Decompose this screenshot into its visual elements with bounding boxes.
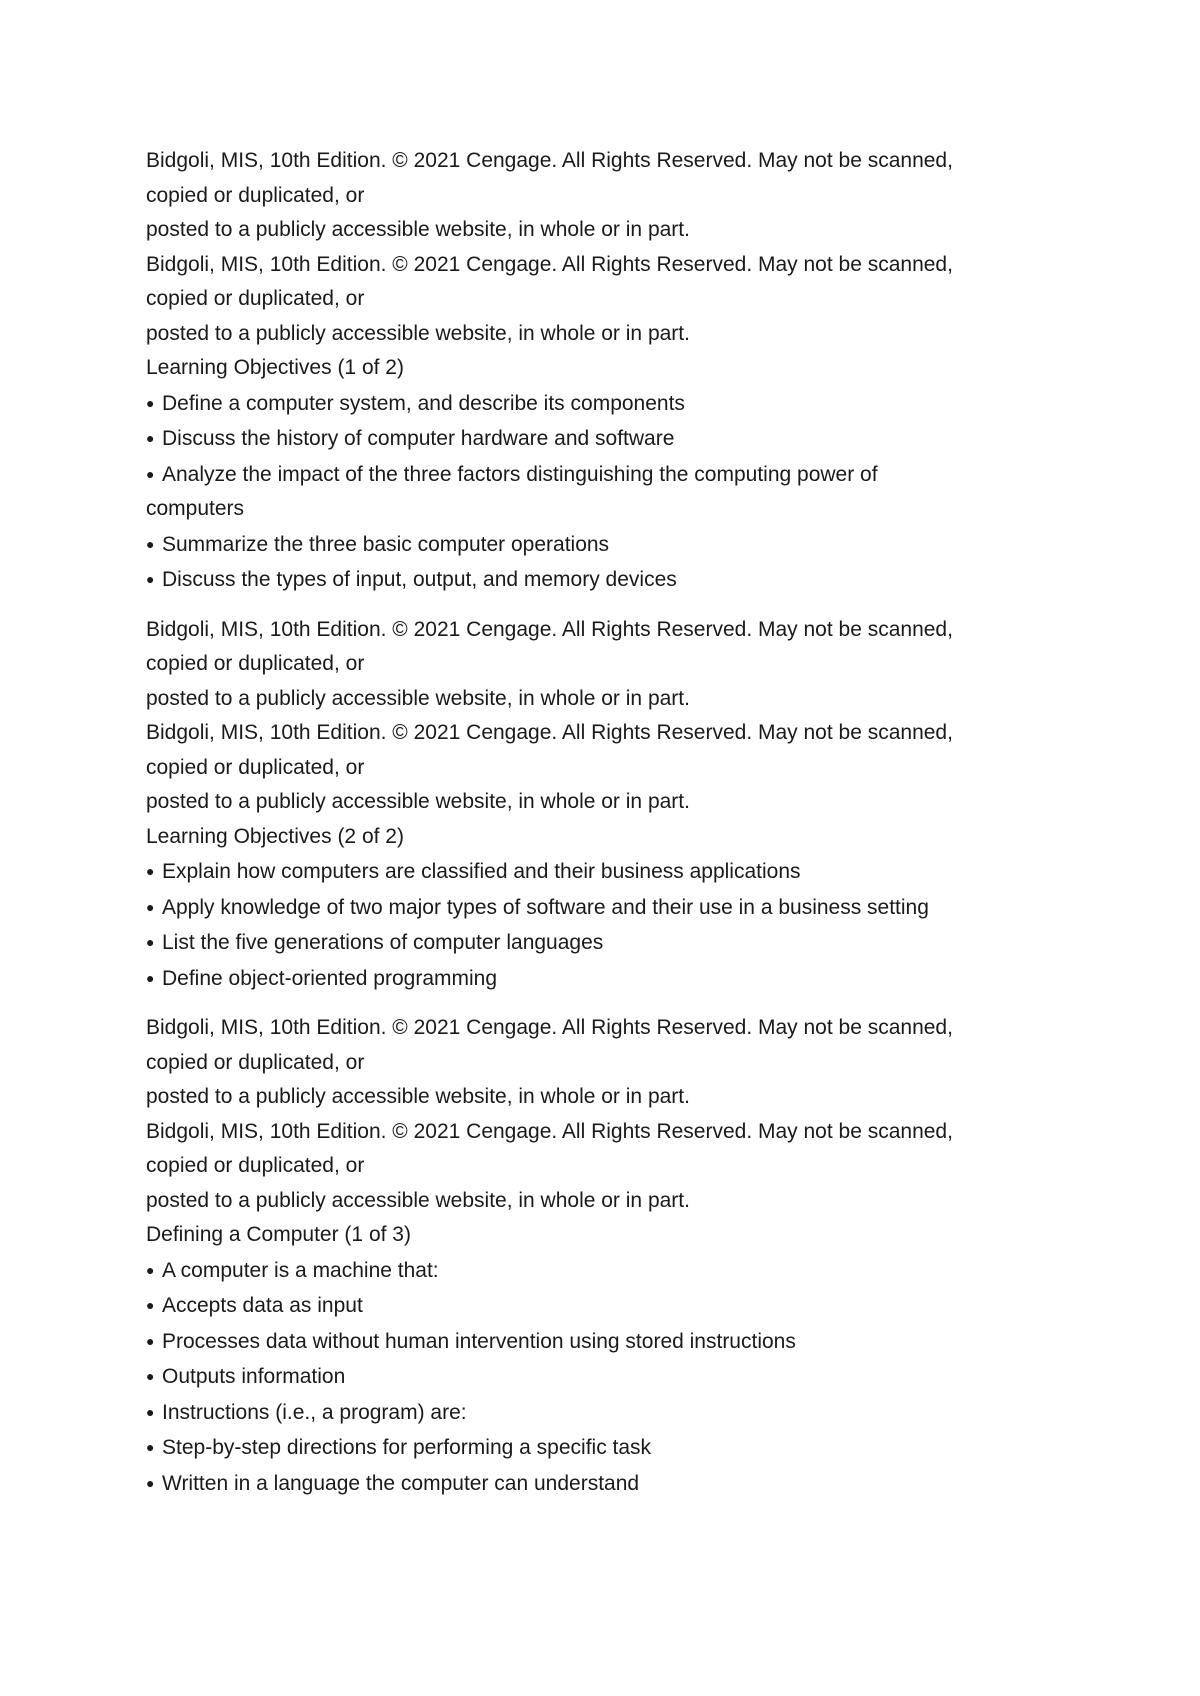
bullet-item: ● Discuss the history of computer hardware and software [146,421,1066,457]
bullet-item: ● Discuss the types of input, output, and memory devices [146,562,1066,598]
copyright-notice-line: Bidgoli, MIS, 10th Edition. © 2021 Cengage. All Rights Reserved. May not be scanned, [146,1119,953,1143]
section-defining-a-computer [146,1011,1066,1501]
copyright-notice-line: Bidgoli, MIS, 10th Edition. © 2021 Cengage. All Rights Reserved. May not be scanned, [146,1016,953,1039]
bullet-icon: ● [146,1261,155,1278]
section-learning-objectives-2 [146,613,1066,997]
bullet-icon: ● [146,1474,155,1491]
bullet-icon: ● [146,863,155,879]
bullet-icon: ● [146,394,155,411]
copyright-notice-line: copied or duplicated, or [146,183,365,207]
copyright-notice-line: Bidgoli, MIS, 10th Edition. © 2021 Cengage. All Rights Reserved. May not be scanned, [146,149,953,172]
bullet-icon: ● [146,898,155,915]
bullet-item: ● Written in a language the computer can understand [146,1466,1066,1502]
bullet-icon: ● [146,1368,155,1384]
copyright-notice-line: posted to a publicly accessible website, in whole or in part. [146,790,690,813]
bullet-item: ● Define a computer system, and describe its components [146,386,1066,422]
copyright-notice-line: Bidgoli, MIS, 10th Edition. © 2021 Cengage. All Rights Reserved. May not be scanned, [146,617,953,641]
section-heading: Learning Objectives (1 of 2) [146,356,404,379]
bullet-icon: ● [146,1403,155,1420]
bullet-item: ● Processes data without human intervention using stored instructions [146,1324,1066,1360]
bullet-icon: ● [146,1297,155,1313]
bullet-item: ● Define object-oriented programming [146,961,1066,997]
copyright-notice-line: copied or duplicated, or [146,287,365,310]
section-gap [146,598,1066,613]
bullet-item: ● Outputs information [146,1359,1066,1395]
bullet-item: ● Step-by-step directions for performing a specific task [146,1430,1066,1466]
copyright-notice-line: copied or duplicated, or [146,652,365,675]
bullet-continuation: computers [146,497,245,520]
bullet-icon: ● [146,465,155,482]
copyright-notice-line: Bidgoli, MIS, 10th Edition. © 2021 Cengage. All Rights Reserved. May not be scanned, [146,252,953,276]
bullet-item: ● Analyze the impact of the three factors distinguishing the computing power of [146,457,1066,493]
bullet-item: ● Summarize the three basic computer operations [146,527,1066,563]
bullet-item: ● Instructions (i.e., a program) are: [146,1395,1066,1431]
bullet-item: ● Apply knowledge of two major types of software and their use in a business setting [146,890,1066,926]
bullet-icon: ● [146,934,155,950]
bullet-icon: ● [146,535,155,552]
bullet-item: ● List the five generations of computer languages [146,925,1066,961]
section-heading: Defining a Computer (1 of 3) [146,1223,411,1246]
copyright-notice-line: copied or duplicated, or [146,1050,365,1074]
copyright-notice-line: copied or duplicated, or [146,1154,365,1177]
bullet-item: ● A computer is a machine that: [146,1253,1066,1289]
copyright-notice-line: posted to a publicly accessible website, in whole or in part. [146,321,690,345]
bullet-icon: ● [146,571,155,587]
document-page [146,144,1066,1501]
section-learning-objectives-1 [146,144,1066,598]
copyright-notice-line: copied or duplicated, or [146,755,365,779]
bullet-item: ● Explain how computers are classified and their business applications [146,854,1066,890]
copyright-notice-line: posted to a publicly accessible website, in whole or in part. [146,1188,690,1212]
copyright-notice-line: posted to a publicly accessible website, in whole or in part. [146,686,690,710]
bullet-icon: ● [146,430,155,446]
section-gap [146,996,1066,1011]
bullet-icon: ● [146,969,155,986]
bullet-icon: ● [146,1439,155,1455]
copyright-notice-line: posted to a publicly accessible website, in whole or in part. [146,1085,690,1108]
bullet-icon: ● [146,1332,155,1349]
bullet-item: ● Accepts data as input [146,1288,1066,1324]
copyright-notice-line: Bidgoli, MIS, 10th Edition. © 2021 Cengage. All Rights Reserved. May not be scanned, [146,721,953,744]
section-heading: Learning Objectives (2 of 2) [146,824,404,848]
copyright-notice-line: posted to a publicly accessible website, in whole or in part. [146,218,690,241]
